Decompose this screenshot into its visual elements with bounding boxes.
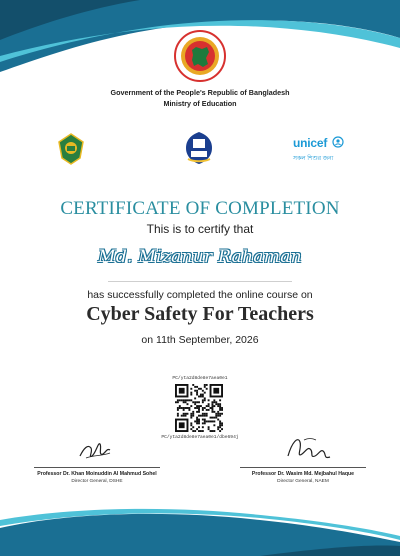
signature-line-right	[240, 467, 366, 468]
completed-text: has successfully completed the online course on	[87, 289, 313, 301]
signature-right	[284, 430, 336, 466]
signature-line-left	[34, 467, 160, 468]
bottom-banner	[0, 506, 400, 556]
certify-text: This is to certify that	[146, 222, 254, 236]
name-divider	[108, 281, 292, 282]
signatory-name-right: Professor Dr. Wasim Md. Mejbahul Haque	[251, 471, 355, 477]
course-title: Cyber Safety For Teachers	[86, 303, 314, 325]
signatory-role-right: Director General, NAEM	[277, 479, 329, 484]
unicef-logo: unicef	[293, 136, 328, 150]
signature-left	[76, 434, 116, 464]
unicef-tagline: সকল শিশুর জন্য	[293, 156, 334, 162]
completion-date: on 11th September, 2026	[141, 334, 259, 346]
bangladesh-government-seal	[174, 30, 226, 82]
verification-qr-code[interactable]	[175, 384, 223, 432]
signatory-name-left: Professor Dr. Khan Moinuddin Al Mahmud Sohel	[37, 471, 157, 477]
dshe-emblem-icon	[58, 133, 84, 165]
recipient-name: Md. Mizanur Rahaman	[98, 247, 302, 267]
government-line: Government of the People's Republic of Bangladesh	[110, 88, 290, 97]
verification-url: PC/yta2d8de8e7aea0e1/dbe694j	[161, 435, 239, 440]
certificate-id: PC/yta2d8de8e7aea0e1	[172, 376, 228, 381]
signatory-role-left: Director General, DSHE	[71, 479, 123, 484]
ministry-line: Ministry of Education	[163, 99, 237, 108]
unicef-globe-icon	[332, 136, 344, 148]
naem-emblem-icon	[184, 131, 214, 165]
certificate-title: CERTIFICATE OF COMPLETION	[60, 198, 340, 219]
